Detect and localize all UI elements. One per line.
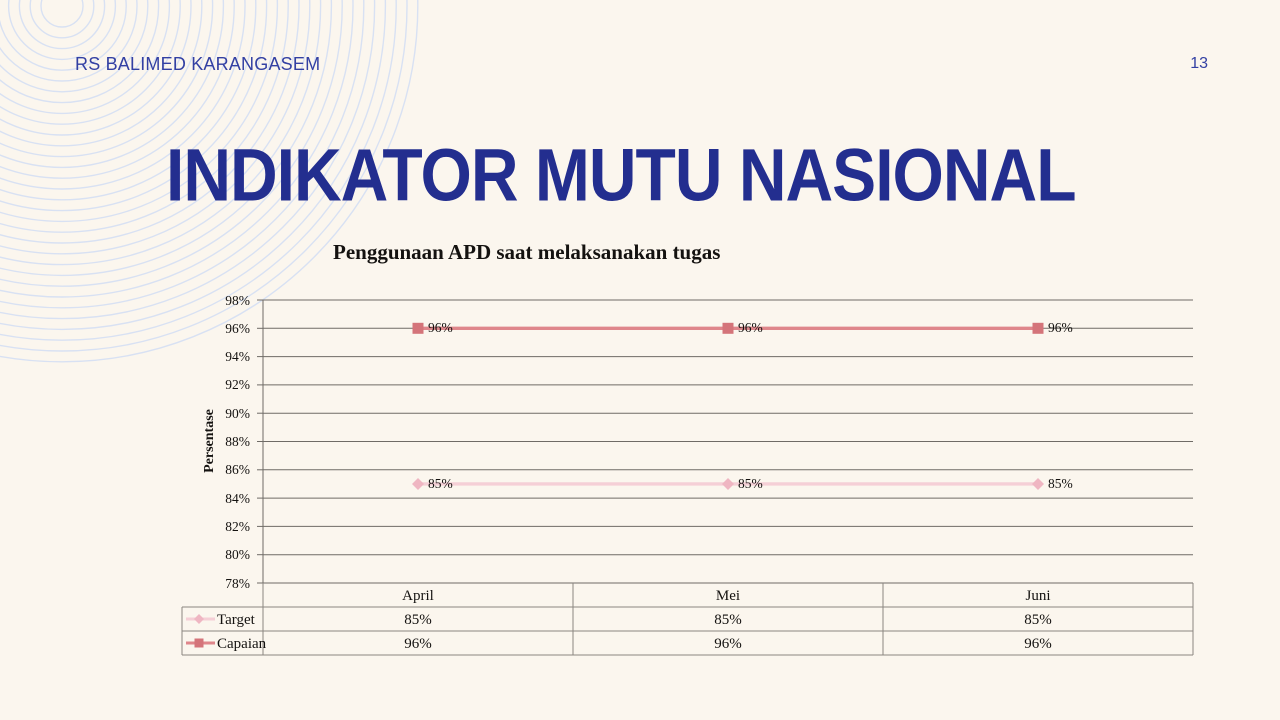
legend-marker-diamond [194, 614, 204, 624]
data-label-capaian: 96% [428, 320, 453, 336]
marker-square [723, 323, 734, 334]
y-tick-label: 90% [225, 405, 250, 421]
marker-square [1033, 323, 1044, 334]
table-category-cell: April [402, 587, 434, 604]
table-category-cell: Juni [1025, 587, 1051, 604]
y-tick-label: 78% [225, 575, 250, 591]
y-tick-label: 92% [225, 377, 250, 393]
data-label-capaian: 96% [1048, 320, 1073, 336]
legend-label-target: Target [217, 611, 255, 628]
y-tick-label: 88% [225, 434, 250, 449]
legend-label-capaian: Capaian [217, 635, 267, 652]
marker-diamond [412, 478, 424, 490]
slide-title: INDIKATOR MUTU NASIONAL [166, 133, 1076, 217]
decorative-arc [19, 0, 104, 49]
marker-square [413, 323, 424, 334]
decorative-arc [0, 0, 148, 92]
table-category-cell: Mei [715, 587, 741, 604]
y-tick-label: 84% [225, 490, 250, 506]
table-value-cell: 85% [404, 611, 432, 628]
y-axis-title: Persentase [202, 409, 217, 473]
page-number: 13 [1190, 55, 1208, 72]
data-label-capaian: 96% [738, 320, 763, 336]
y-tick-label: 82% [225, 518, 250, 534]
slide-header-text: RS BALIMED KARANGASEM [75, 54, 321, 74]
legend-marker-square [195, 639, 204, 648]
table-value-cell: 96% [404, 635, 432, 652]
decorative-arc [0, 0, 159, 103]
decorative-arc [9, 0, 116, 59]
marker-diamond [722, 478, 734, 490]
marker-diamond [1032, 478, 1044, 490]
table-value-cell: 96% [1024, 635, 1052, 652]
data-label-target: 85% [1048, 475, 1073, 491]
decorative-arc [41, 0, 83, 27]
chart-title: Penggunaan APD saat melaksanakan tugas [333, 240, 721, 264]
y-tick-label: 86% [225, 462, 250, 478]
table-value-cell: 85% [714, 611, 742, 628]
y-tick-label: 96% [225, 320, 250, 336]
decorative-arc [0, 0, 321, 265]
table-value-cell: 85% [1024, 611, 1052, 628]
data-label-target: 85% [738, 475, 763, 491]
y-tick-label: 94% [225, 349, 250, 365]
decorative-arc [30, 0, 94, 38]
data-label-target: 85% [428, 475, 453, 491]
y-tick-label: 80% [225, 547, 250, 563]
table-value-cell: 96% [714, 635, 742, 652]
y-tick-label: 98% [225, 292, 250, 308]
